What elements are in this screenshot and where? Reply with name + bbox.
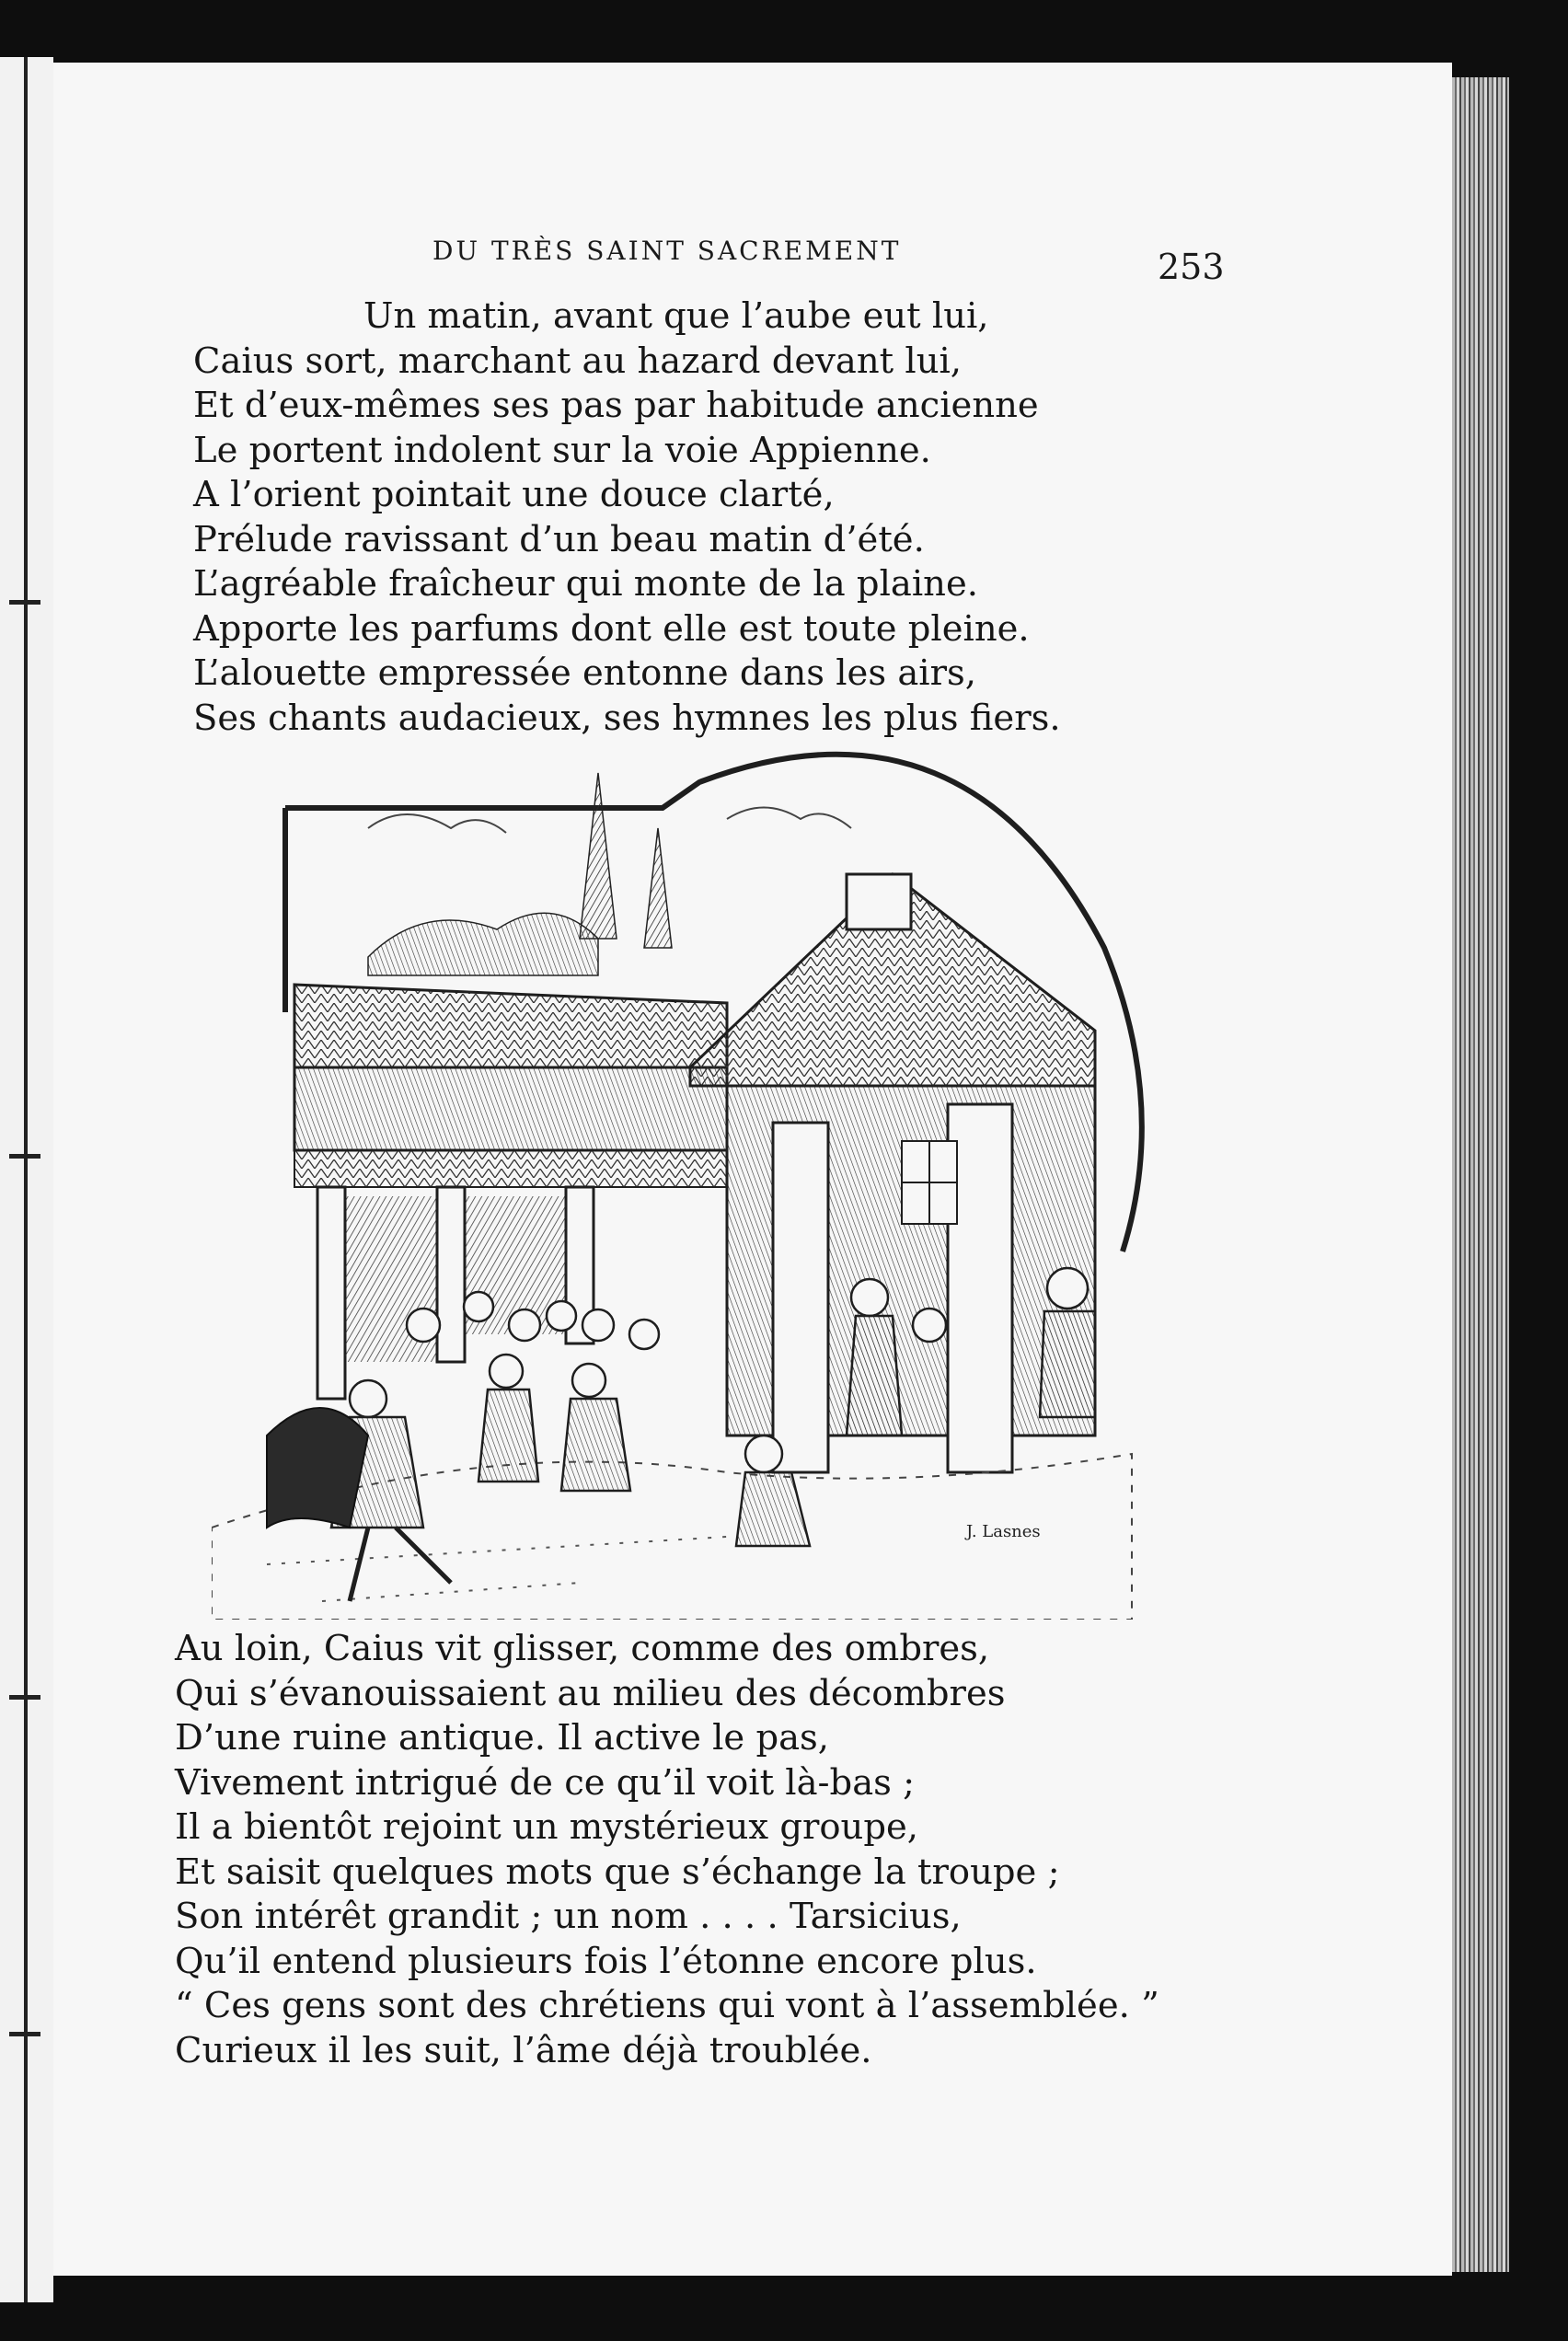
verse-line: Ses chants audacieux, ses hymnes les plus fiers.	[193, 697, 1061, 739]
verse-line: Curieux il les suit, l’âme déjà troublée.	[175, 2029, 872, 2071]
verse-line: D’une ruine antique. Il active le pas,	[175, 1717, 830, 1759]
verse-line: Qui s’évanouissaient au milieu des décombres	[175, 1672, 1006, 1714]
binding-tick	[9, 1154, 40, 1159]
verse-line: Qu’il entend plusieurs fois l’étonne encore plus.	[175, 1940, 1037, 1982]
stanza-1	[193, 294, 1113, 741]
verse-line: Vivement intrigué de ce qu’il voit là-bas ;	[175, 1761, 916, 1804]
verse-line: Et d’eux-mêmes ses pas par habitude ancienne	[193, 385, 1039, 426]
engraving-courtyard-icon	[212, 736, 1169, 1620]
verse-line: L’alouette empressée entonne dans les airs,	[193, 652, 977, 694]
verse-line: Et saisit quelques mots que s’échange la troupe ;	[175, 1851, 1060, 1893]
verse-line: Il a bientôt rejoint un mystérieux groupe,	[175, 1806, 919, 1848]
engraving-illustration	[212, 736, 1169, 1620]
artist-signature: J. Lasnes	[966, 1522, 1041, 1541]
verse-line: Prélude ravissant d’un beau matin d’été.	[193, 518, 925, 560]
verse-line: Un matin, avant que l’aube eut lui,	[363, 295, 989, 337]
verse-line: Apporte les parfums dont elle est toute pleine.	[193, 607, 1030, 650]
page-edges	[1452, 77, 1509, 2272]
page-number: 253	[1158, 247, 1225, 287]
binding-tick	[9, 600, 40, 605]
verse-line: Son intérêt grandit ; un nom . . . . Tarsicius,	[175, 1896, 962, 1937]
verse-line: Le portent indolent sur la voie Appienne.	[193, 429, 931, 471]
verse-line: A l’orient pointait une douce clarté,	[193, 474, 835, 515]
binding-tick	[9, 2032, 40, 2036]
verse-line: Caius sort, marchant au hazard devant lui,	[193, 340, 963, 382]
binding-tick	[9, 1695, 40, 1700]
verse-line: L’agréable fraîcheur qui monte de la plaine.	[193, 563, 978, 605]
spine-binding-line	[24, 57, 28, 2302]
verse-line: “ Ces gens sont des chrétiens qui vont à l’assemblée. ”	[175, 1985, 1159, 2026]
verse-line: Au loin, Caius vit glisser, comme des ombres,	[175, 1628, 990, 1669]
stanza-2	[175, 1627, 1187, 2073]
running-header: DU TRÈS SAINT SACREMENT	[432, 236, 902, 266]
left-page-spine	[0, 57, 53, 2302]
